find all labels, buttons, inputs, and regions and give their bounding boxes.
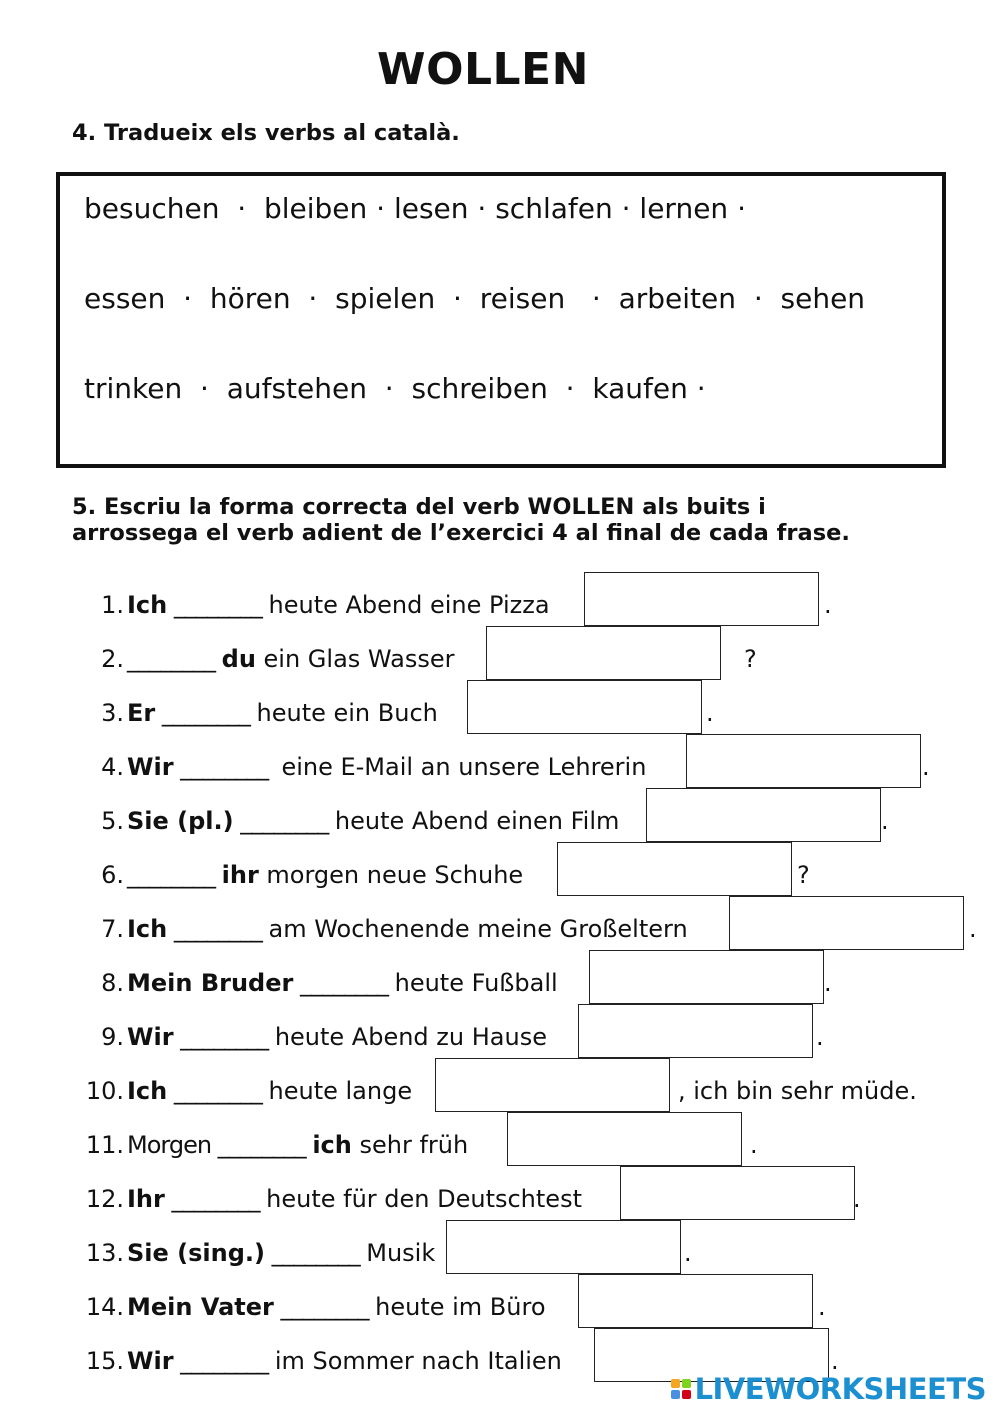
item-number: 9. <box>101 1023 124 1051</box>
sentence-subject: Wir <box>127 1023 174 1051</box>
item-number: 1. <box>101 591 124 619</box>
exercise5-heading-line2: arrossega el verb adient de l’exercici 4 al final de cada frase. <box>72 520 850 546</box>
sentence-subject: Ich <box>127 915 168 943</box>
drop-target-box[interactable] <box>578 1274 813 1328</box>
item-sentence <box>127 1238 435 1268</box>
item-number: 10. <box>85 1077 124 1105</box>
sentence-rest: heute Fußball <box>394 969 558 997</box>
drop-target-box[interactable] <box>589 950 824 1004</box>
item-number: 14. <box>85 1293 124 1321</box>
drop-target-box[interactable] <box>584 572 819 626</box>
verb-blank[interactable]: ________ <box>167 915 269 943</box>
sentence-rest: heute Abend einen Film <box>334 807 620 835</box>
exercise-item <box>0 910 1000 946</box>
drop-target-box[interactable] <box>435 1058 670 1112</box>
sentence-subject: Sie (sing.) <box>127 1239 265 1267</box>
exercise-item <box>0 1018 1000 1054</box>
item-sentence <box>127 914 688 944</box>
sentence-subject: Mein Bruder <box>127 969 294 997</box>
verb-row: essen · hören · spielen · reisen · arbeiten · sehen <box>84 282 866 315</box>
sentence-end: . <box>922 753 930 781</box>
sentence-subject: Ich <box>127 591 168 619</box>
exercise5-heading <box>72 494 850 546</box>
sentence-rest: heute lange <box>268 1077 413 1105</box>
sentence-rest: eine E-Mail an unsere Lehrerin <box>281 753 647 781</box>
sentence-end: ? <box>744 645 757 673</box>
exercise-item <box>0 586 1000 622</box>
item-number: 2. <box>101 645 124 673</box>
footer-logo <box>671 1372 986 1406</box>
verb-blank[interactable]: ________ <box>264 1239 367 1267</box>
sentence-rest: heute Abend eine Pizza <box>268 591 550 619</box>
sentence-subject: Wir <box>127 753 174 781</box>
sentence-rest: ein Glas Wasser <box>255 645 455 673</box>
sentence-subject: Sie (pl.) <box>127 807 234 835</box>
exercise-item <box>0 1180 1000 1216</box>
exercise-item <box>0 748 1000 784</box>
verb-row: trinken · aufstehen · schreiben · kaufen · <box>84 372 706 405</box>
worksheet-title: WOLLEN <box>377 44 589 95</box>
sentence-end: . <box>881 807 889 835</box>
sentence-subject: Mein Vater <box>127 1293 274 1321</box>
exercise-item <box>0 694 1000 730</box>
verb-blank[interactable]: ________ <box>173 753 282 781</box>
item-sentence <box>127 1022 547 1052</box>
sentence-subject: Ihr <box>127 1185 165 1213</box>
exercise-item <box>0 1072 1000 1108</box>
item-sentence <box>127 860 523 890</box>
item-sentence <box>127 1184 582 1214</box>
sentence-end: ? <box>797 861 810 889</box>
exercise-item <box>0 1288 1000 1324</box>
item-number: 4. <box>101 753 124 781</box>
sentence-end: . <box>831 1347 839 1375</box>
exercise-item <box>0 640 1000 676</box>
item-number: 11. <box>85 1131 124 1159</box>
verb-blank[interactable]: ________ <box>167 591 269 619</box>
sentence-subject-inverted: ihr <box>221 861 259 889</box>
sentence-subject: Er <box>127 699 156 727</box>
sentence-end: . <box>824 591 832 619</box>
sentence-end: , ich bin sehr müde. <box>678 1077 917 1105</box>
drop-target-box[interactable] <box>486 626 721 680</box>
sentence-end: . <box>969 915 977 943</box>
sentence-end: . <box>706 699 714 727</box>
sentence-subject-inverted: du <box>221 645 256 673</box>
drop-target-box[interactable] <box>620 1166 855 1220</box>
drop-target-box[interactable] <box>507 1112 742 1166</box>
sentence-rest: Musik <box>366 1239 436 1267</box>
item-number: 15. <box>85 1347 124 1375</box>
verb-blank[interactable]: Morgen ________ <box>127 1131 313 1159</box>
item-sentence <box>127 698 438 728</box>
verb-blank[interactable]: ________ <box>127 861 222 889</box>
item-number: 7. <box>101 915 124 943</box>
sentence-rest: heute im Büro <box>375 1293 546 1321</box>
exercise-item <box>0 802 1000 838</box>
verb-blank[interactable]: ________ <box>155 699 257 727</box>
drop-target-box[interactable] <box>646 788 881 842</box>
drop-target-box[interactable] <box>557 842 792 896</box>
drop-target-box[interactable] <box>446 1220 681 1274</box>
item-sentence <box>127 806 619 836</box>
exercise-item <box>0 964 1000 1000</box>
exercise-item <box>0 1126 1000 1162</box>
item-sentence <box>127 752 646 782</box>
item-sentence <box>127 1346 562 1376</box>
verb-blank[interactable]: ________ <box>233 807 335 835</box>
verb-blank[interactable]: ________ <box>293 969 395 997</box>
item-number: 6. <box>101 861 124 889</box>
item-number: 3. <box>101 699 124 727</box>
sentence-subject: Wir <box>127 1347 174 1375</box>
item-sentence <box>127 1130 468 1160</box>
item-sentence <box>127 590 550 620</box>
sentence-end: . <box>684 1239 692 1267</box>
sentence-subject-inverted: ich <box>312 1131 352 1159</box>
drop-target-box[interactable] <box>729 896 964 950</box>
drop-target-box[interactable] <box>578 1004 813 1058</box>
verb-box <box>56 172 946 468</box>
drop-target-box[interactable] <box>686 734 921 788</box>
item-number: 8. <box>101 969 124 997</box>
verb-blank[interactable]: ________ <box>164 1185 267 1213</box>
brand-name: LIVEWORKSHEETS <box>694 1372 986 1406</box>
sentence-rest: sehr früh <box>351 1131 469 1159</box>
sentence-subject: Ich <box>127 1077 168 1105</box>
item-number: 12. <box>85 1185 124 1213</box>
sentence-end: . <box>816 1023 824 1051</box>
sentence-rest: heute für den Deutschtest <box>266 1185 582 1213</box>
sentence-end: . <box>818 1293 826 1321</box>
sentence-end: . <box>750 1131 758 1159</box>
item-sentence <box>127 644 454 674</box>
sentence-end: . <box>824 969 832 997</box>
item-sentence <box>127 968 558 998</box>
item-sentence <box>127 1292 546 1322</box>
verb-blank[interactable]: ________ <box>173 1347 275 1375</box>
verb-blank[interactable]: ________ <box>173 1023 275 1051</box>
item-sentence <box>127 1076 412 1106</box>
verb-blank[interactable]: ________ <box>167 1077 269 1105</box>
verb-blank[interactable]: ________ <box>127 645 222 673</box>
sentence-rest: heute ein Buch <box>256 699 438 727</box>
sentence-rest: am Wochenende meine Großeltern <box>268 915 688 943</box>
item-number: 13. <box>85 1239 124 1267</box>
item-number: 5. <box>101 807 124 835</box>
drop-target-box[interactable] <box>467 680 702 734</box>
exercise-item <box>0 856 1000 892</box>
sentence-end: . <box>853 1185 861 1213</box>
exercise4-heading: 4. Tradueix els verbs al català. <box>72 120 460 146</box>
verb-blank[interactable]: ________ <box>273 1293 376 1321</box>
sentence-rest: heute Abend zu Hause <box>274 1023 547 1051</box>
exercise-item <box>0 1234 1000 1270</box>
sentence-rest: morgen neue Schuhe <box>258 861 524 889</box>
sentence-rest: im Sommer nach Italien <box>274 1347 562 1375</box>
verb-row: besuchen · bleiben · lesen · schlafen · lernen · <box>84 192 746 225</box>
liveworksheets-logo-icon <box>671 1379 691 1399</box>
exercise5-heading-line1: 5. Escriu la forma correcta del verb WOLLEN als buits i <box>72 494 766 520</box>
